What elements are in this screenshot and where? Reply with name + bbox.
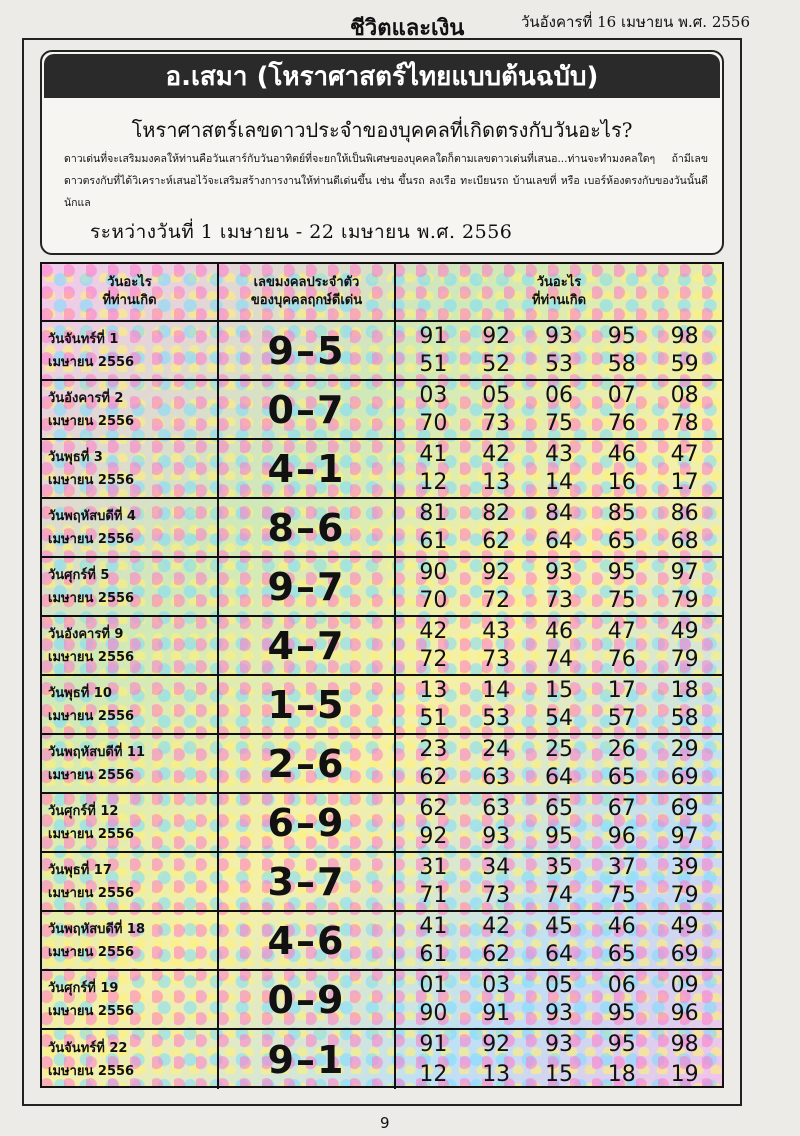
lucky-number: 18 bbox=[670, 677, 699, 703]
lucky-number: 45 bbox=[544, 913, 573, 939]
birth-day-cell bbox=[42, 381, 219, 440]
lucky-number: 93 bbox=[482, 824, 511, 850]
lucky-number: 14 bbox=[482, 677, 511, 703]
lucky-number: 95 bbox=[607, 323, 636, 349]
lucky-numbers bbox=[396, 971, 722, 1030]
day-label: วันอังคารที่ 2 bbox=[48, 390, 124, 406]
lucky-numbers bbox=[396, 381, 722, 440]
column-header-line: เลขมงคลประจำตัว bbox=[253, 275, 360, 290]
lucky-number: 14 bbox=[544, 470, 573, 496]
lucky-number: 61 bbox=[419, 529, 448, 555]
lucky-number: 70 bbox=[419, 411, 448, 437]
birth-day-cell bbox=[42, 735, 219, 794]
lucky-number: 98 bbox=[670, 1032, 699, 1058]
month-label: เมษายน 2556 bbox=[48, 826, 135, 842]
article-title: อ.เสมา (โหราศาสตร์ไทยแบบต้นฉบับ) bbox=[44, 54, 720, 98]
lucky-number: 41 bbox=[419, 441, 448, 467]
lucky-number: 73 bbox=[544, 588, 573, 614]
lucky-pair: 6–9 bbox=[219, 794, 396, 853]
lucky-numbers bbox=[396, 617, 722, 676]
lucky-number: 97 bbox=[670, 824, 699, 850]
birth-day-cell bbox=[42, 1030, 219, 1089]
column-header-line: ที่ท่านเกิด bbox=[102, 293, 157, 308]
lucky-number: 06 bbox=[607, 972, 636, 998]
month-label: เมษายน 2556 bbox=[48, 590, 135, 606]
lucky-number: 13 bbox=[482, 470, 511, 496]
lucky-number: 75 bbox=[607, 588, 636, 614]
lucky-number: 98 bbox=[670, 323, 699, 349]
lucky-number: 65 bbox=[607, 529, 636, 555]
lucky-number: 76 bbox=[607, 411, 636, 437]
lucky-number: 46 bbox=[607, 913, 636, 939]
lucky-number: 03 bbox=[482, 972, 511, 998]
lucky-pair: 8–6 bbox=[219, 499, 396, 558]
lucky-number: 49 bbox=[670, 618, 699, 644]
lucky-number: 79 bbox=[670, 647, 699, 673]
day-label: วันพฤหัสบดีที่ 18 bbox=[48, 921, 146, 937]
intro-paragraph: ดาวเด่นที่จะเสริมมงคลให้ท่านคือวันเสาร์กับวันอาทิตย์ที่จะยกให้เป็นพิเศษของบุคคลใดก็ตามเลขดาวเด่นที่เสนอ...ท่านจะทำมงคลใดๆ ถ้ามีเลขดาวตรงกับที่ได้วิเคราะห์เสนอไว้จะเสริมสร้างการงานให้ท่านดีเด่นขึ้น เช่น ขึ้นรถ ลงเรือ ทะเบียนรถ บ้านเลขที่ หรือ เบอร์ห้องตรงกับของวันนั้นดีนักแล bbox=[64, 153, 708, 209]
column-header-birthday bbox=[42, 264, 219, 322]
lucky-number: 64 bbox=[544, 765, 573, 791]
lucky-number: 13 bbox=[419, 677, 448, 703]
lucky-pair: 9–7 bbox=[219, 558, 396, 617]
lucky-numbers bbox=[396, 912, 722, 971]
lucky-number: 71 bbox=[419, 883, 448, 909]
column-header-line: วันอะไร bbox=[107, 275, 152, 290]
lucky-numbers bbox=[396, 853, 722, 912]
column-header-line: ที่ท่านเกิด bbox=[531, 293, 587, 308]
lucky-number: 90 bbox=[419, 559, 448, 585]
lucky-number: 73 bbox=[482, 883, 511, 909]
lucky-pair: 4–7 bbox=[219, 617, 396, 676]
month-label: เมษายน 2556 bbox=[48, 413, 135, 429]
lucky-number: 35 bbox=[544, 854, 573, 880]
lucky-number: 69 bbox=[670, 765, 699, 791]
lucky-number: 92 bbox=[482, 559, 511, 585]
month-label: เมษายน 2556 bbox=[48, 1063, 135, 1079]
lucky-number: 68 bbox=[670, 529, 699, 555]
lucky-number: 24 bbox=[482, 736, 511, 762]
lucky-numbers bbox=[396, 735, 722, 794]
lucky-numbers bbox=[396, 676, 722, 735]
lucky-number: 47 bbox=[670, 441, 699, 467]
lucky-number: 18 bbox=[607, 1061, 636, 1087]
day-label: วันพฤหัสบดีที่ 4 bbox=[48, 508, 136, 524]
day-label: วันศุกร์ที่ 5 bbox=[48, 567, 110, 583]
lucky-pair: 3–7 bbox=[219, 853, 396, 912]
lucky-pair: 0–7 bbox=[219, 381, 396, 440]
column-header-line: วันอะไร bbox=[536, 275, 582, 290]
month-label: เมษายน 2556 bbox=[48, 767, 135, 783]
lucky-number: 93 bbox=[544, 1032, 573, 1058]
column-header-lucky-pair bbox=[219, 264, 396, 322]
lucky-numbers bbox=[396, 440, 722, 499]
lucky-number: 42 bbox=[482, 441, 511, 467]
lucky-number: 42 bbox=[482, 913, 511, 939]
lucky-number: 95 bbox=[544, 824, 573, 850]
lucky-number: 79 bbox=[670, 883, 699, 909]
month-label: เมษายน 2556 bbox=[48, 354, 135, 370]
lucky-number: 46 bbox=[607, 441, 636, 467]
lucky-number: 63 bbox=[482, 765, 511, 791]
lucky-number: 05 bbox=[544, 972, 573, 998]
lucky-number: 12 bbox=[419, 1061, 448, 1087]
lucky-number: 86 bbox=[670, 500, 699, 526]
lucky-number: 72 bbox=[482, 588, 511, 614]
birth-day-cell bbox=[42, 676, 219, 735]
lucky-pair: 1–5 bbox=[219, 676, 396, 735]
lucky-number: 61 bbox=[419, 942, 448, 968]
column-header-numbers bbox=[396, 264, 722, 322]
lucky-numbers bbox=[396, 558, 722, 617]
birth-day-cell bbox=[42, 558, 219, 617]
day-label: วันอังคารที่ 9 bbox=[48, 626, 124, 642]
birth-day-cell bbox=[42, 322, 219, 381]
day-label: วันพุธที่ 17 bbox=[48, 862, 112, 878]
lucky-number-table bbox=[40, 262, 724, 1088]
lucky-number: 76 bbox=[607, 647, 636, 673]
month-label: เมษายน 2556 bbox=[48, 649, 135, 665]
month-label: เมษายน 2556 bbox=[48, 1003, 135, 1019]
lucky-number: 07 bbox=[607, 382, 636, 408]
day-label: วันจันทร์ที่ 22 bbox=[48, 1040, 128, 1056]
lucky-number: 53 bbox=[482, 706, 511, 732]
lucky-number: 42 bbox=[419, 618, 448, 644]
lucky-number: 85 bbox=[607, 500, 636, 526]
lucky-number: 08 bbox=[670, 382, 699, 408]
lucky-number: 58 bbox=[607, 352, 636, 378]
lucky-number: 57 bbox=[607, 706, 636, 732]
lucky-number: 43 bbox=[544, 441, 573, 467]
lucky-number: 54 bbox=[544, 706, 573, 732]
lucky-number: 17 bbox=[607, 677, 636, 703]
lucky-number: 51 bbox=[419, 352, 448, 378]
lucky-number: 58 bbox=[670, 706, 699, 732]
masthead-logo: ชีวิตและเงิน bbox=[350, 15, 465, 41]
lucky-number: 47 bbox=[607, 618, 636, 644]
birth-day-cell bbox=[42, 853, 219, 912]
page-number: 9 bbox=[380, 1114, 390, 1132]
lucky-number: 43 bbox=[482, 618, 511, 644]
lucky-pair: 9–1 bbox=[219, 1030, 396, 1089]
lucky-number: 62 bbox=[482, 942, 511, 968]
lucky-number: 65 bbox=[544, 795, 573, 821]
lucky-number: 16 bbox=[607, 470, 636, 496]
month-label: เมษายน 2556 bbox=[48, 708, 135, 724]
lucky-number: 95 bbox=[607, 559, 636, 585]
lucky-number: 15 bbox=[544, 677, 573, 703]
lucky-number: 84 bbox=[544, 500, 573, 526]
lucky-number: 93 bbox=[544, 559, 573, 585]
lucky-number: 17 bbox=[670, 470, 699, 496]
lucky-number: 01 bbox=[419, 972, 448, 998]
lucky-number: 79 bbox=[670, 588, 699, 614]
lucky-number: 73 bbox=[482, 647, 511, 673]
lucky-number: 59 bbox=[670, 352, 699, 378]
birth-day-cell bbox=[42, 617, 219, 676]
lucky-number: 93 bbox=[544, 323, 573, 349]
birth-day-cell bbox=[42, 499, 219, 558]
lucky-number: 62 bbox=[419, 795, 448, 821]
lucky-number: 91 bbox=[419, 323, 448, 349]
lucky-number: 65 bbox=[607, 942, 636, 968]
lucky-number: 96 bbox=[607, 824, 636, 850]
lucky-number: 37 bbox=[607, 854, 636, 880]
month-label: เมษายน 2556 bbox=[48, 944, 135, 960]
day-label: วันพุธที่ 3 bbox=[48, 449, 103, 465]
lucky-number: 95 bbox=[607, 1001, 636, 1027]
lucky-number: 62 bbox=[482, 529, 511, 555]
lucky-numbers bbox=[396, 499, 722, 558]
lucky-number: 78 bbox=[670, 411, 699, 437]
lucky-number: 91 bbox=[482, 1001, 511, 1027]
lucky-number: 92 bbox=[482, 323, 511, 349]
header-box bbox=[40, 50, 724, 255]
lucky-number: 82 bbox=[482, 500, 511, 526]
lucky-number: 12 bbox=[419, 470, 448, 496]
lucky-number: 29 bbox=[670, 736, 699, 762]
lucky-numbers bbox=[396, 1030, 722, 1089]
birth-day-cell bbox=[42, 912, 219, 971]
lucky-number: 41 bbox=[419, 913, 448, 939]
lucky-number: 93 bbox=[544, 1001, 573, 1027]
lucky-number: 63 bbox=[482, 795, 511, 821]
birth-day-cell bbox=[42, 794, 219, 853]
lucky-number: 75 bbox=[544, 411, 573, 437]
day-label: วันพฤหัสบดีที่ 11 bbox=[48, 744, 146, 760]
date-range: ระหว่างวันที่ 1 เมษายน - 22 เมษายน พ.ศ. 2556 bbox=[90, 221, 513, 243]
lucky-number: 92 bbox=[419, 824, 448, 850]
lucky-pair: 2–6 bbox=[219, 735, 396, 794]
lucky-number: 70 bbox=[419, 588, 448, 614]
lucky-number: 46 bbox=[544, 618, 573, 644]
lucky-number: 23 bbox=[419, 736, 448, 762]
lucky-number: 19 bbox=[670, 1061, 699, 1087]
lucky-number: 81 bbox=[419, 500, 448, 526]
lucky-number: 75 bbox=[607, 883, 636, 909]
lucky-number: 53 bbox=[544, 352, 573, 378]
lucky-number: 51 bbox=[419, 706, 448, 732]
month-label: เมษายน 2556 bbox=[48, 885, 135, 901]
lucky-number: 64 bbox=[544, 529, 573, 555]
lucky-numbers bbox=[396, 794, 722, 853]
lucky-number: 39 bbox=[670, 854, 699, 880]
lucky-number: 90 bbox=[419, 1001, 448, 1027]
lucky-number: 15 bbox=[544, 1061, 573, 1087]
day-label: วันศุกร์ที่ 12 bbox=[48, 803, 119, 819]
lucky-number: 69 bbox=[670, 795, 699, 821]
article-subtitle: โหราศาสตร์เลขดาวประจำของบุคคลที่เกิดตรงกับวันอะไร? bbox=[131, 118, 633, 142]
month-label: เมษายน 2556 bbox=[48, 531, 135, 547]
lucky-pair: 0–9 bbox=[219, 971, 396, 1030]
lucky-number: 72 bbox=[419, 647, 448, 673]
lucky-number: 74 bbox=[544, 883, 573, 909]
lucky-number: 73 bbox=[482, 411, 511, 437]
lucky-number: 69 bbox=[670, 942, 699, 968]
lucky-number: 03 bbox=[419, 382, 448, 408]
lucky-number: 06 bbox=[544, 382, 573, 408]
lucky-pair: 4–6 bbox=[219, 912, 396, 971]
lucky-numbers bbox=[396, 322, 722, 381]
lucky-number: 52 bbox=[482, 352, 511, 378]
lucky-number: 34 bbox=[482, 854, 511, 880]
day-label: วันจันทร์ที่ 1 bbox=[48, 331, 119, 347]
lucky-number: 26 bbox=[607, 736, 636, 762]
lucky-number: 05 bbox=[482, 382, 511, 408]
column-header-line: ของบุคคลฤกษ์ดีเด่น bbox=[250, 293, 363, 308]
day-label: วันพุธที่ 10 bbox=[48, 685, 112, 701]
lucky-number: 91 bbox=[419, 1032, 448, 1058]
lucky-number: 97 bbox=[670, 559, 699, 585]
lucky-number: 92 bbox=[482, 1032, 511, 1058]
birth-day-cell bbox=[42, 971, 219, 1030]
lucky-pair: 4–1 bbox=[219, 440, 396, 499]
day-label: วันศุกร์ที่ 19 bbox=[48, 980, 119, 996]
lucky-number: 13 bbox=[482, 1061, 511, 1087]
lucky-number: 62 bbox=[419, 765, 448, 791]
lucky-number: 49 bbox=[670, 913, 699, 939]
lucky-pair: 9–5 bbox=[219, 322, 396, 381]
month-label: เมษายน 2556 bbox=[48, 472, 135, 488]
lucky-number: 09 bbox=[670, 972, 699, 998]
birth-day-cell bbox=[42, 440, 219, 499]
lucky-number: 74 bbox=[544, 647, 573, 673]
lucky-number: 31 bbox=[419, 854, 448, 880]
lucky-number: 95 bbox=[607, 1032, 636, 1058]
lucky-number: 67 bbox=[607, 795, 636, 821]
issue-date: วันอังคารที่ 16 เมษายน พ.ศ. 2556 bbox=[520, 13, 750, 31]
lucky-number: 65 bbox=[607, 765, 636, 791]
lucky-number: 25 bbox=[544, 736, 573, 762]
lucky-number: 64 bbox=[544, 942, 573, 968]
lucky-number: 96 bbox=[670, 1001, 699, 1027]
